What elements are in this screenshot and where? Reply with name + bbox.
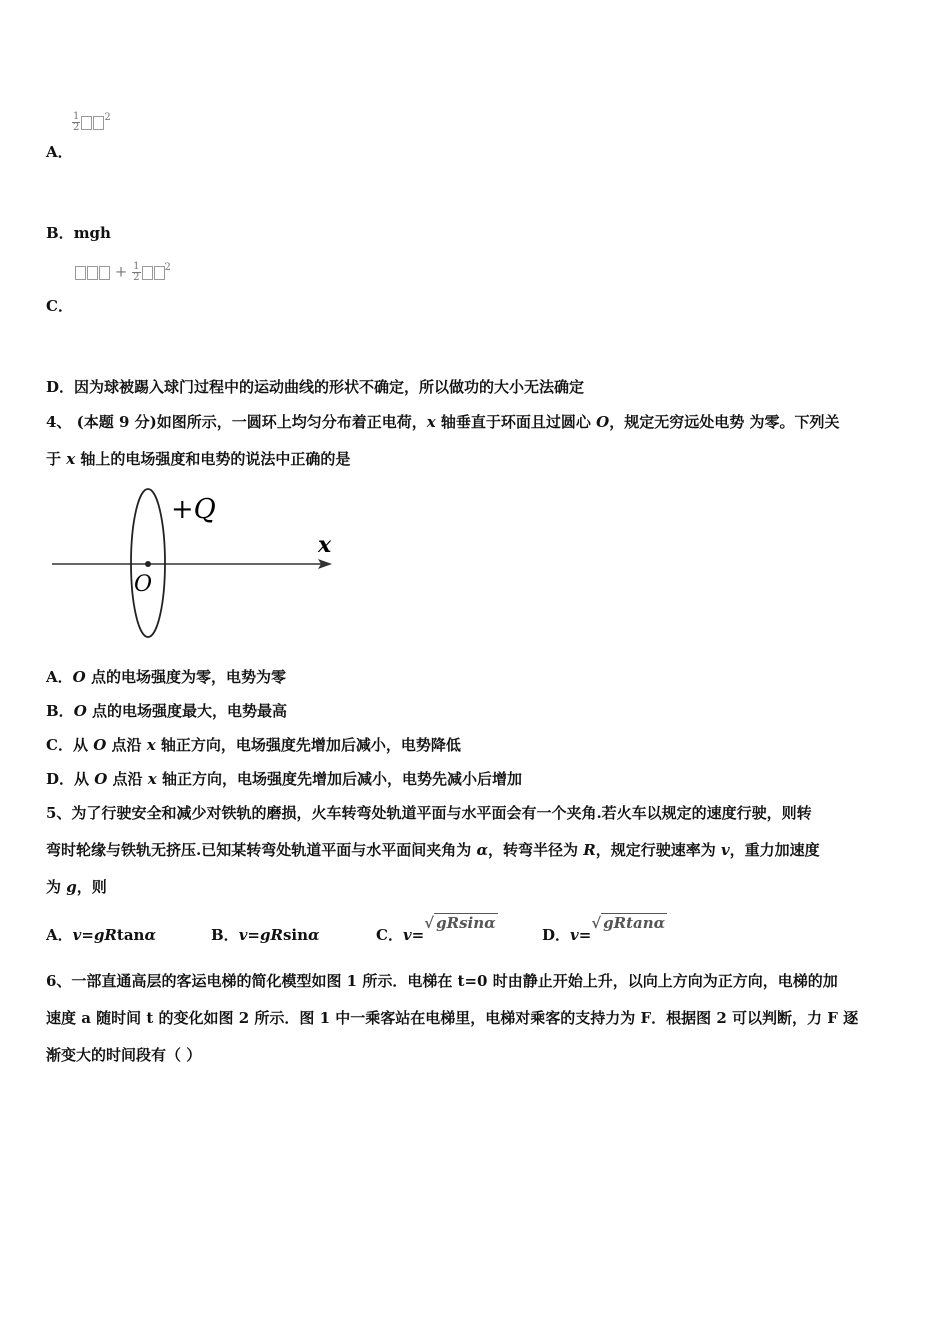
missing-glyph (93, 116, 104, 130)
missing-glyph (81, 116, 92, 130)
option-b: B．mgh (46, 224, 111, 242)
q4-option-c: C．从 O 点沿 x 轴正方向，电场强度先增加后减小，电势降低 (46, 736, 461, 754)
q6-stem-line2: 速度 a 随时间 t 的变化如图 2 所示．图 1 中一乘客站在电梯里，电梯对乘客的支持力为 F．根据图 2 可以判断，力 F 逐 (46, 1009, 859, 1027)
option-a-label: A． (46, 143, 73, 161)
charge-label: +Q (171, 494, 216, 525)
option-c-label: C． (46, 297, 73, 315)
q5-stem-line3: 为 g，则 (46, 878, 107, 896)
sqrt-symbol: √ (591, 914, 602, 932)
center-point (145, 561, 151, 567)
fraction: $\frac{1}{2}$ (133, 261, 140, 283)
missing-glyph (75, 266, 86, 280)
missing-glyph (154, 266, 165, 280)
q5-option-a: A．v=gRtanα (46, 926, 157, 944)
q5-stem-line2: 弯时轮缘与铁轨无挤压.已知某转弯处轨道平面与水平面间夹角为 α，转弯半径为 R，规定行驶速率为 v，重力加速度 (46, 841, 820, 859)
axis-label-x: x (318, 532, 332, 558)
missing-glyph (87, 266, 98, 280)
q5-option-b: B．v=gRsinα (211, 926, 320, 944)
sqrt-symbol: √ (424, 914, 435, 932)
option-d: D．因为球被踢入球门过程中的运动曲线的形状不确定，所以做功的大小无法确定 (46, 378, 585, 396)
q4-option-d: D．从 O 点沿 x 轴正方向，电场强度先增加后减小，电势先减小后增加 (46, 770, 522, 788)
q5-option-c: C．v=√ gRsinα (376, 914, 496, 944)
missing-glyph (99, 266, 110, 280)
q4-stem-line2: 于 x 轴上的电场强度和电势的说法中正确的是 (46, 450, 351, 468)
q6-stem-line3: 渐变大的时间段有（ ） (46, 1046, 202, 1064)
fraction: $\frac{1}{2}$ (73, 111, 80, 133)
q5-stem-line1: 5、为了行驶安全和减少对铁轨的磨损，火车转弯处轨道平面与水平面会有一个夹角.若火车以规定的速度行驶，则转 (46, 804, 812, 822)
origin-label: O (134, 572, 153, 597)
missing-glyph (142, 266, 153, 280)
q4-option-a: A．O 点的电场强度为零，电势为零 (46, 668, 286, 686)
q6-stem-line1: 6、一部直通高层的客运电梯的简化模型如图 1 所示．电梯在 t=0 时由静止开始上升，以向上方向为正方向，电梯的加 (46, 972, 838, 990)
q4-stem-line1: 4、 (本题 9 分)如图所示，一圆环上均匀分布着正电荷，x 轴垂直于环面且过圆心 O，规定无穷远处电势 为零。下列关 (46, 413, 840, 431)
option-c-formula: + $\frac{1}{2} ^2$ (74, 262, 171, 283)
option-a-formula: $\frac{1}{2} ^2$ (73, 111, 111, 133)
q5-option-d: D．v=√ gRtanα (542, 914, 666, 944)
q4-option-b: B．O 点的电场强度最大，电势最高 (46, 702, 287, 720)
ring-charge-figure (50, 478, 350, 643)
